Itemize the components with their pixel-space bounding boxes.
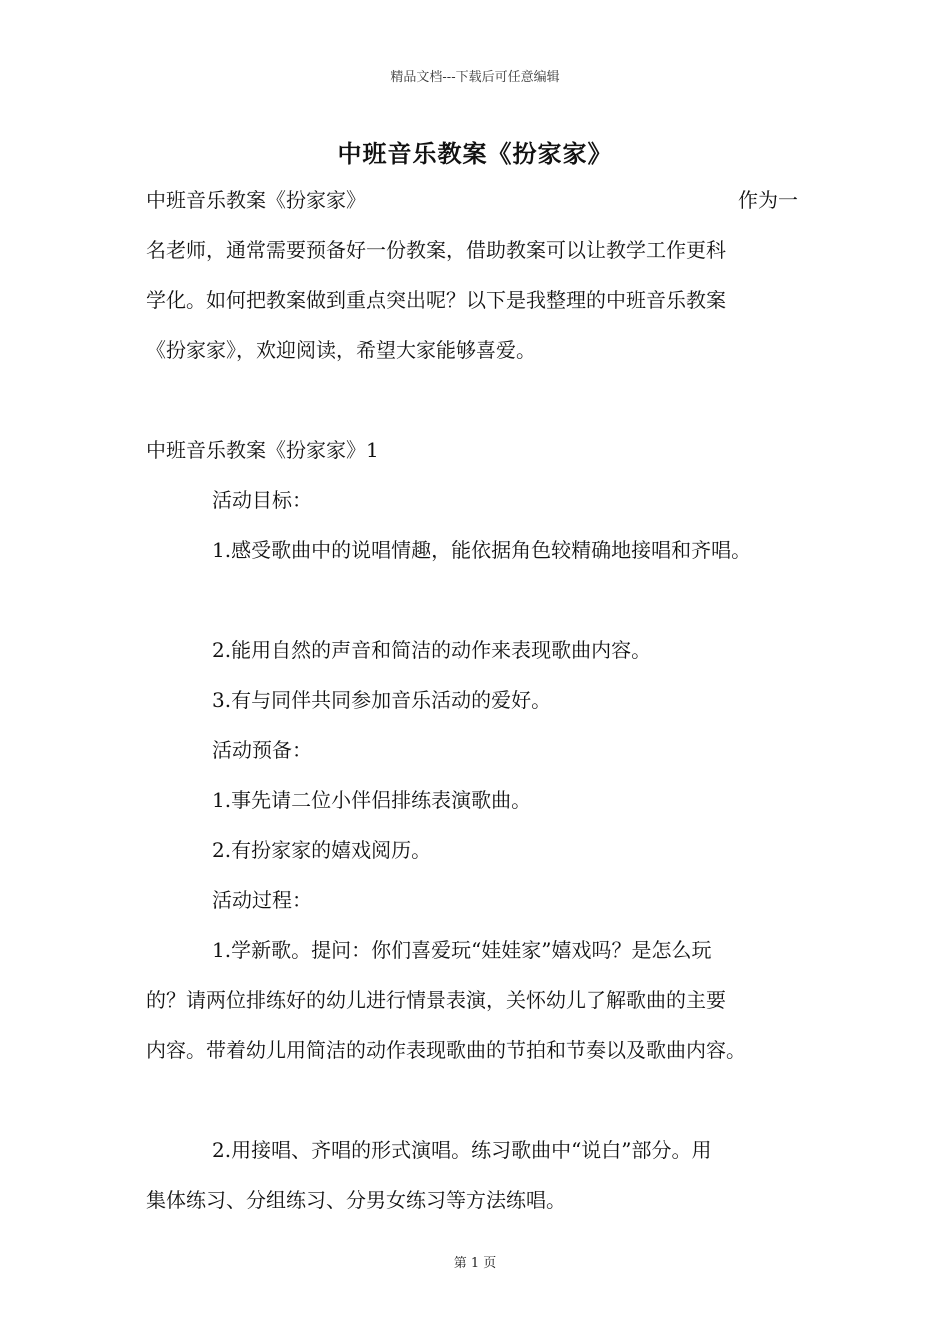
header-note: 精品文档---下载后可任意编辑 — [390, 70, 560, 85]
step-1-line-3: 内容。带着幼儿用简洁的动作表现歌曲的节拍和节奏以及歌曲内容。 — [146, 1038, 746, 1062]
intro-line-2: 名老师，通常需要预备好一份教案，借助教案可以让教学工作更科 — [146, 238, 726, 262]
goal-item-2: 2.能用自然的声音和简洁的动作来表现歌曲内容。 — [212, 638, 652, 662]
goal-item-1: 1.感受歌曲中的说唱情趣，能依据角色较精确地接唱和齐唱。 — [212, 538, 752, 562]
process-label: 活动过程： — [212, 888, 312, 912]
prep-item-2: 2.有扮家家的嬉戏阅历。 — [212, 838, 432, 862]
intro-line-1-right: 作为一 — [738, 188, 798, 212]
page-number-footer: 第 1 页 — [453, 1256, 497, 1271]
prep-item-1: 1.事先请二位小伴侣排练表演歌曲。 — [212, 788, 532, 812]
document-title: 中班音乐教案《扮家家》 — [337, 139, 613, 168]
goal-item-3: 3.有与同伴共同参加音乐活动的爱好。 — [212, 688, 552, 712]
goals-label: 活动目标： — [212, 488, 312, 512]
intro-line-1: 中班音乐教案《扮家家》 — [146, 188, 366, 212]
intro-line-4: 《扮家家》，欢迎阅读，希望大家能够喜爱。 — [146, 338, 536, 362]
step-1-line-2: 的？请两位排练好的幼儿进行情景表演，关怀幼儿了解歌曲的主要 — [146, 988, 726, 1012]
intro-line-3: 学化。如何把教案做到重点突出呢？以下是我整理的中班音乐教案 — [146, 288, 726, 312]
prep-label: 活动预备： — [212, 738, 312, 762]
step-1-line-1: 1.学新歌。提问：你们喜爱玩“娃娃家”嬉戏吗？是怎么玩 — [212, 938, 712, 962]
section-heading: 中班音乐教案《扮家家》1 — [146, 438, 379, 462]
step-2-line-2: 集体练习、分组练习、分男女练习等方法练唱。 — [146, 1188, 566, 1212]
step-2-line-1: 2.用接唱、齐唱的形式演唱。练习歌曲中“说白”部分。用 — [212, 1138, 712, 1162]
